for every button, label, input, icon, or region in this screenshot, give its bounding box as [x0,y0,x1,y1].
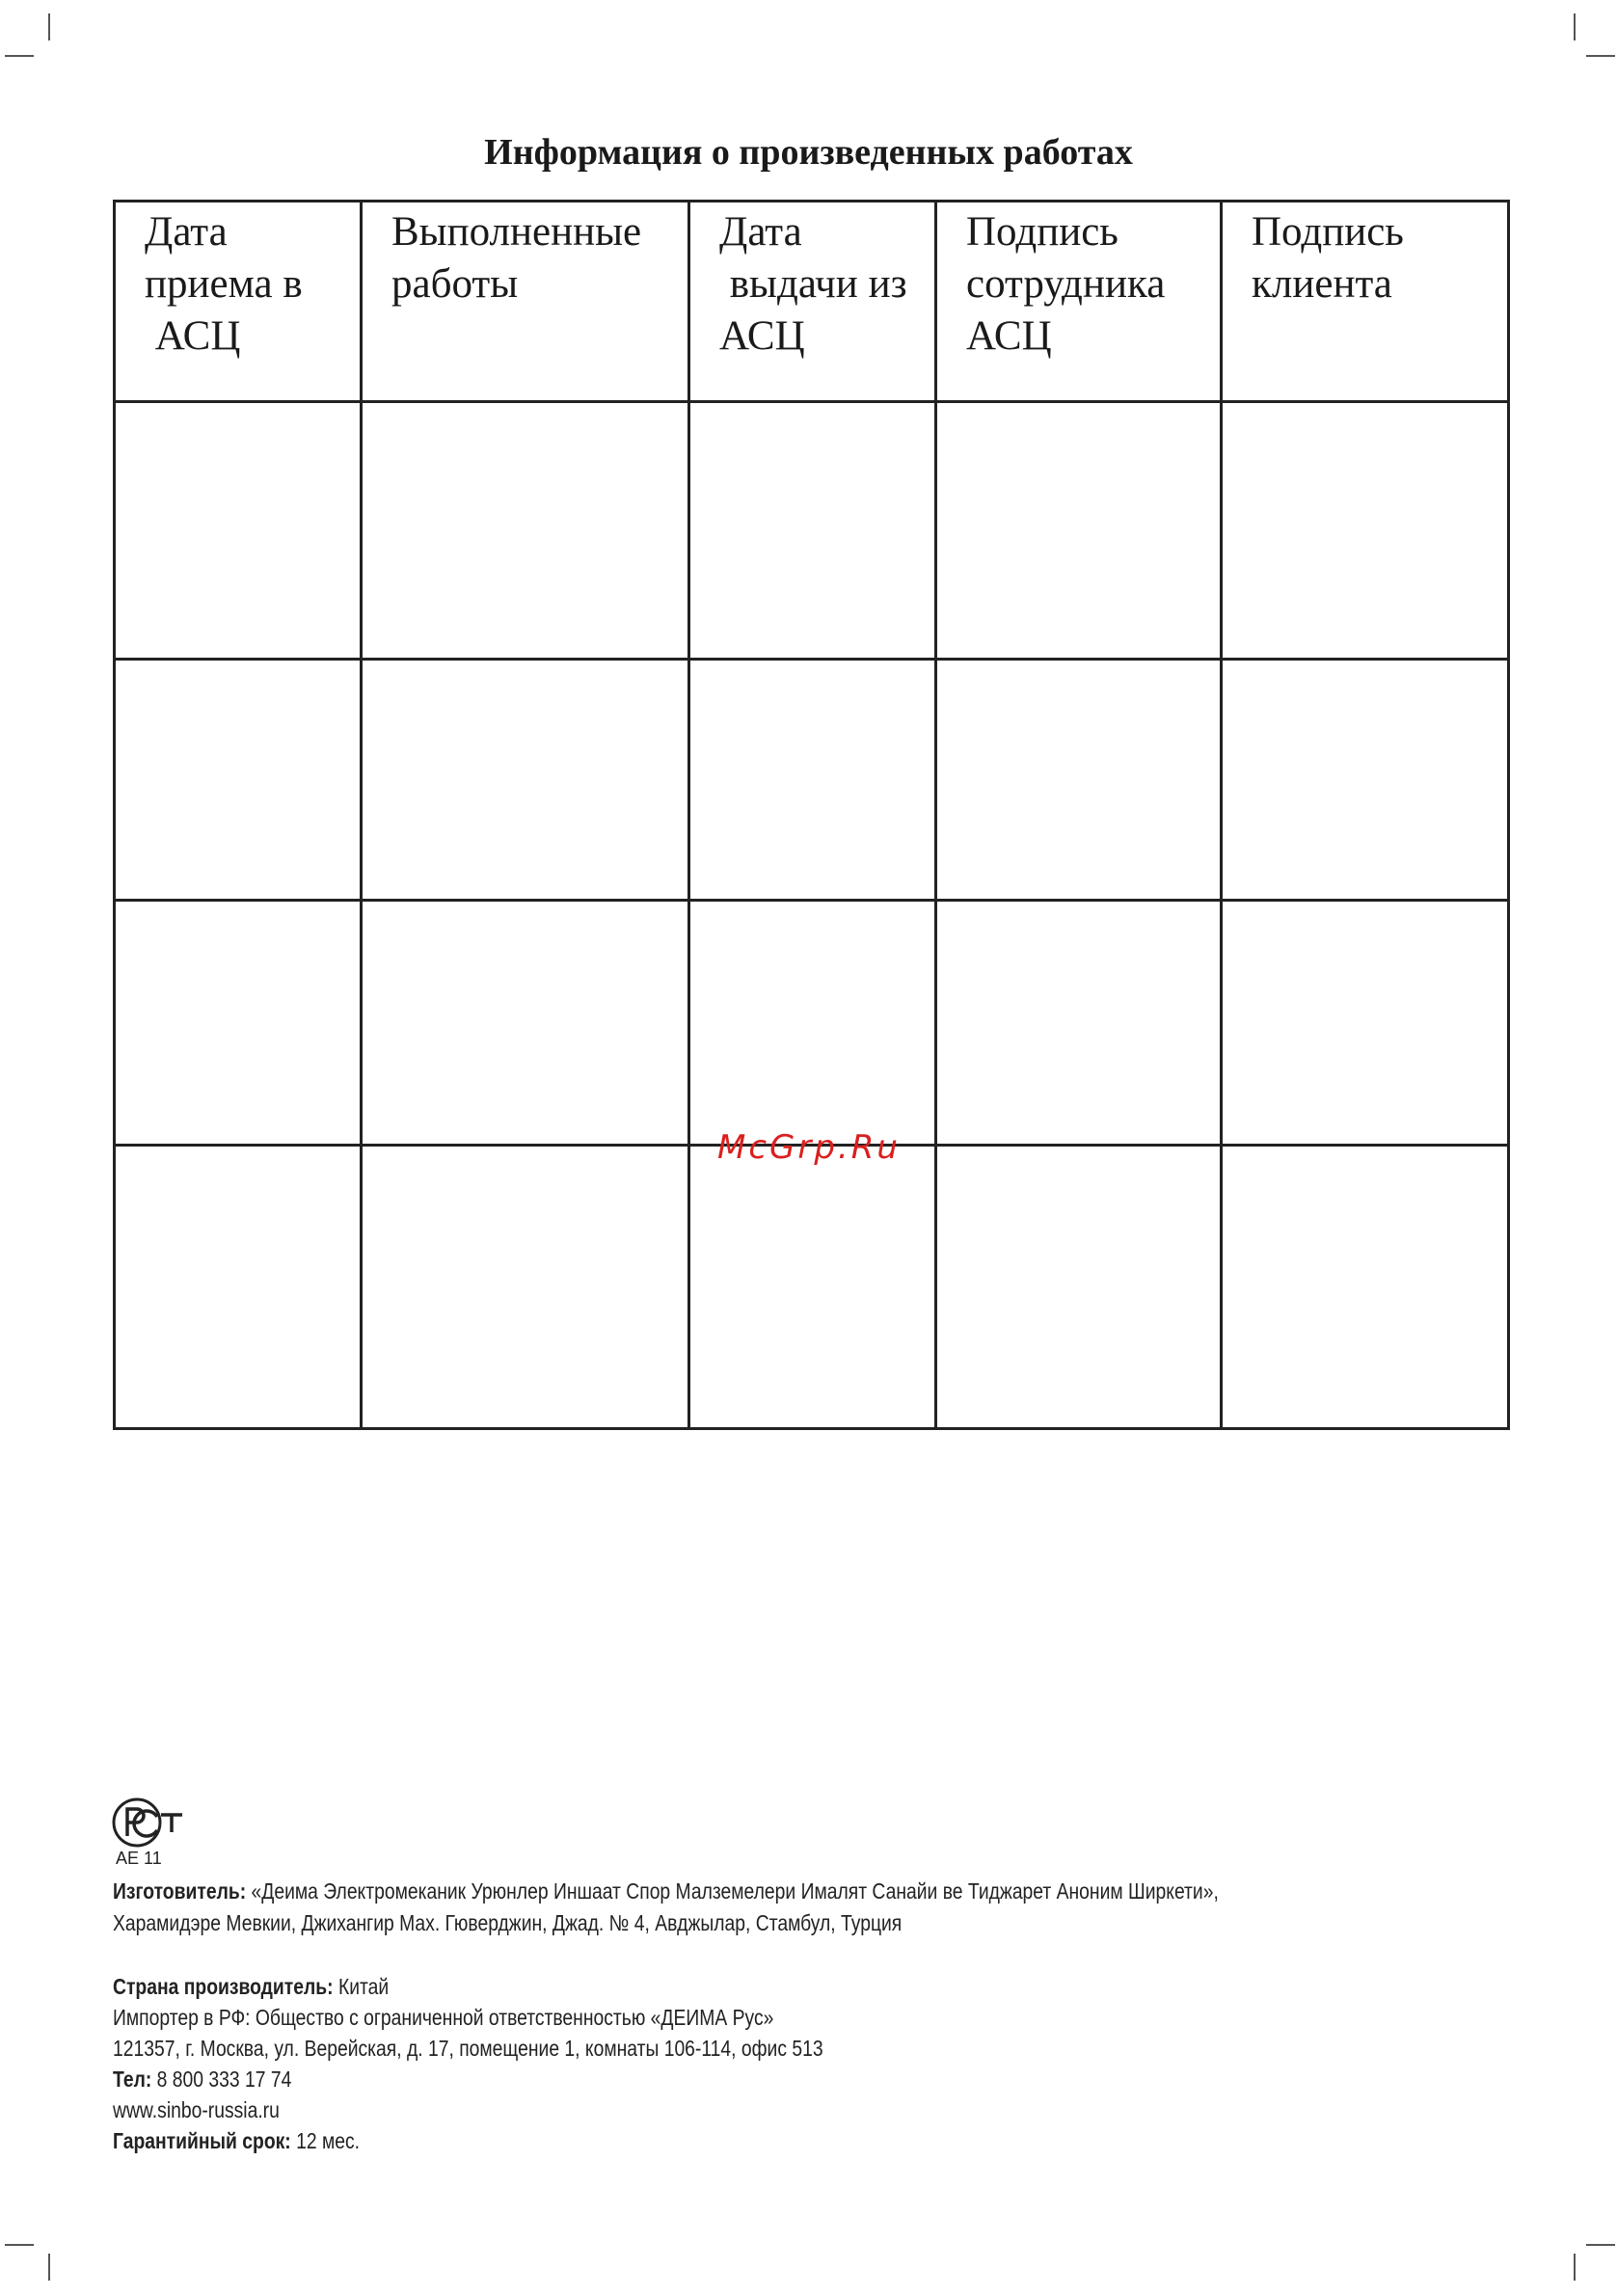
importer-address: 121357, г. Москва, ул. Верейская, д. 17, помещение 1, комнаты 106-114, офис 513 [113,2036,823,2061]
header-staff-signature: Подпись сотрудника АСЦ [936,202,1222,402]
header-date-received: Дата приема в АСЦ [115,202,362,402]
crop-mark [48,2254,50,2281]
table-cell[interactable] [115,402,362,660]
phone-line [113,2066,326,2093]
table-cell[interactable] [362,660,689,901]
crop-mark [1586,2244,1615,2246]
table-cell[interactable] [936,660,1222,901]
rst-certification-icon [111,1796,188,1854]
table-cell[interactable] [936,901,1222,1146]
crop-mark [5,2244,34,2246]
table-cell[interactable] [115,1146,362,1429]
table-cell[interactable] [1222,1146,1509,1429]
table-cell[interactable] [936,1146,1222,1429]
phone-value: 8 800 333 17 74 [151,2066,292,2092]
phone-label: Тел: [113,2066,152,2092]
table-cell[interactable] [362,901,689,1146]
country-line [113,1974,442,2000]
manufacturer-address: Харамидэре Мевкии, Джихангир Мах. Гюверджин, Джад. № 4, Авджылар, Стамбул, Турция [113,1910,903,1935]
table-cell[interactable] [115,901,362,1146]
manufacturer-label: Изготовитель: [113,1878,247,1904]
table-cell[interactable] [689,901,936,1146]
warranty-label: Гарантийный срок: [113,2128,291,2153]
manufacturer-line [113,1878,1429,1904]
warranty-value: 12 мес. [296,2128,361,2153]
table-row [115,660,1509,901]
table-header-row [115,202,1509,402]
table-row [115,402,1509,660]
table-cell[interactable] [689,1146,936,1429]
crop-mark [5,55,34,57]
table-cell[interactable] [1222,402,1509,660]
page-title: Информация о произведенных работах [484,132,1133,173]
website-link[interactable]: www.sinbo-russia.ru [113,2097,280,2122]
table-row [115,901,1509,1146]
certification-code: АЕ 11 [116,1849,162,1868]
table-cell[interactable] [689,660,936,901]
watermark: McGrp.Ru [717,1128,901,1167]
crop-mark [1574,14,1576,41]
warranty-line [113,2128,407,2154]
table-cell[interactable] [115,660,362,901]
table-cell[interactable] [362,402,689,660]
header-work-performed: Выполненные работы [362,202,689,402]
crop-mark [1574,2254,1576,2281]
importer-line: Импортер в РФ: Общество с ограниченной ответственностью «ДЕИМА Рус» [113,2005,774,2030]
table-cell[interactable] [1222,660,1509,901]
country-value: Китай [337,1974,390,1999]
header-date-issued: Дата выдачи из АСЦ [689,202,936,402]
header-client-signature: Подпись клиента [1222,202,1509,402]
table-cell[interactable] [689,402,936,660]
crop-mark [1586,55,1615,57]
repair-info-table [113,200,1510,1430]
table-row [115,1146,1509,1429]
crop-mark [48,14,50,41]
table-cell[interactable] [362,1146,689,1429]
manufacturer-text: «Деима Электромеканик Урюнлер Иншаат Спор Малземелери Ималят Санайи ве Тиджарет Аноним Ширкети», [251,1878,1219,1904]
table-cell[interactable] [936,402,1222,660]
country-label: Страна производитель: [113,1974,334,1999]
table-cell[interactable] [1222,901,1509,1146]
